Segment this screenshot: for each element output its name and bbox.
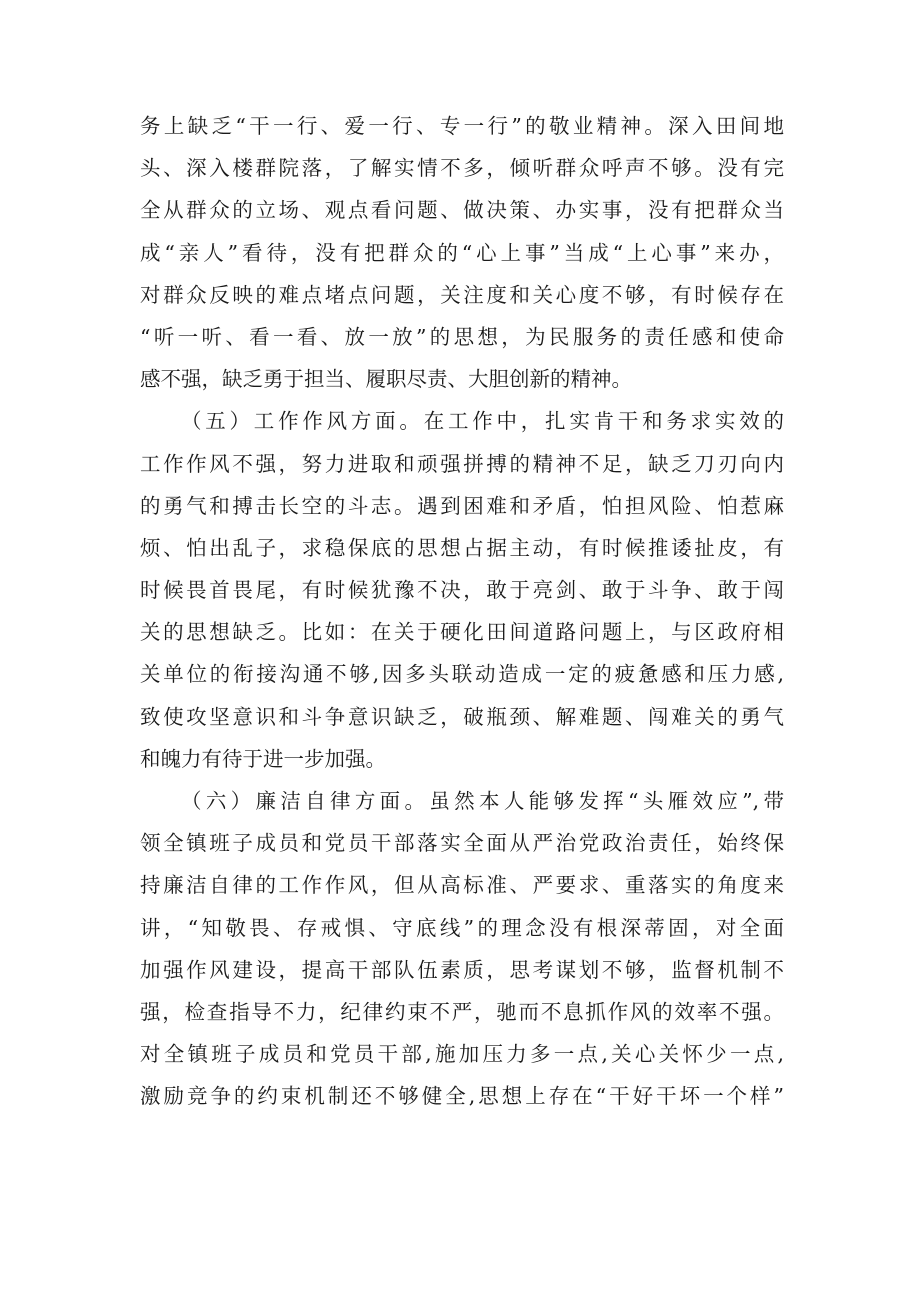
text-line: 全从群众的立场、观点看问题、做决策、办实事，没有把群众当	[140, 198, 784, 223]
text-line: 对全镇班子成员和党员干部,施加压力多一点,关心关怀少一点,	[140, 1042, 784, 1067]
text-line: 和魄力有待于进一步加强。	[140, 746, 386, 771]
text-line: 烦、怕出乱子，求稳保底的思想占据主动，有时候推诿扯皮，有	[140, 535, 784, 560]
text-line: 对群众反映的难点堵点问题，关注度和关心度不够，有时候存在	[140, 282, 784, 307]
text-line: “听一听、看一看、放一放”的思想，为民服务的责任感和使命	[140, 324, 784, 349]
text-line: （五）工作作风方面。在工作中，扎实肯干和务求实效的	[181, 409, 784, 434]
text-line: 致使攻坚意识和斗争意识缺乏，破瓶颈、解难题、闯难关的勇气	[140, 704, 784, 729]
text-line: 的勇气和搏击长空的斗志。遇到困难和矛盾，怕担风险、怕惹麻	[140, 493, 784, 518]
text-line: 加强作风建设，提高干部队伍素质，思考谋划不够，监督机制不	[140, 957, 784, 982]
text-line: 时候畏首畏尾，有时候犹豫不决，敢于亮剑、敢于斗争、敢于闯	[140, 578, 784, 603]
text-line: （六）廉洁自律方面。虽然本人能够发挥“头雁效应”,带	[181, 789, 784, 813]
text-line: 激励竞争的约束机制还不够健全,思想上存在“干好干坏一个样”	[140, 1084, 784, 1109]
text-line: 头、深入楼群院落，了解实情不多，倾听群众呼声不够。没有完	[140, 156, 784, 181]
text-line: 强，检查指导不力，纪律约束不严，驰而不息抓作风的效率不强。	[140, 999, 784, 1024]
text-line: 讲，“知敬畏、存戒惧、守底线”的理念没有根深蒂固，对全面	[140, 915, 784, 940]
text-line: 领全镇班子成员和党员干部落实全面从严治党政治责任，始终保	[140, 831, 784, 856]
document-body	[140, 105, 784, 1118]
text-line: 感不强，缺乏勇于担当、履职尽责、大胆创新的精神。	[140, 367, 632, 392]
text-line: 关的思想缺乏。比如：在关于硬化田间道路问题上，与区政府相	[140, 620, 784, 645]
text-line: 持廉洁自律的工作作风，但从高标准、严要求、重落实的角度来	[140, 873, 784, 898]
text-line: 成“亲人”看待，没有把群众的“心上事”当成“上心事”来办，	[140, 240, 784, 265]
text-line: 务上缺乏“干一行、爱一行、专一行”的敬业精神。深入田间地	[140, 114, 784, 138]
text-line: 工作作风不强，努力进取和顽强拼搏的精神不足，缺乏刀刃向内	[140, 451, 784, 476]
text-line: 关单位的衔接沟通不够,因多头联动造成一定的疲惫感和压力感,	[140, 662, 784, 687]
